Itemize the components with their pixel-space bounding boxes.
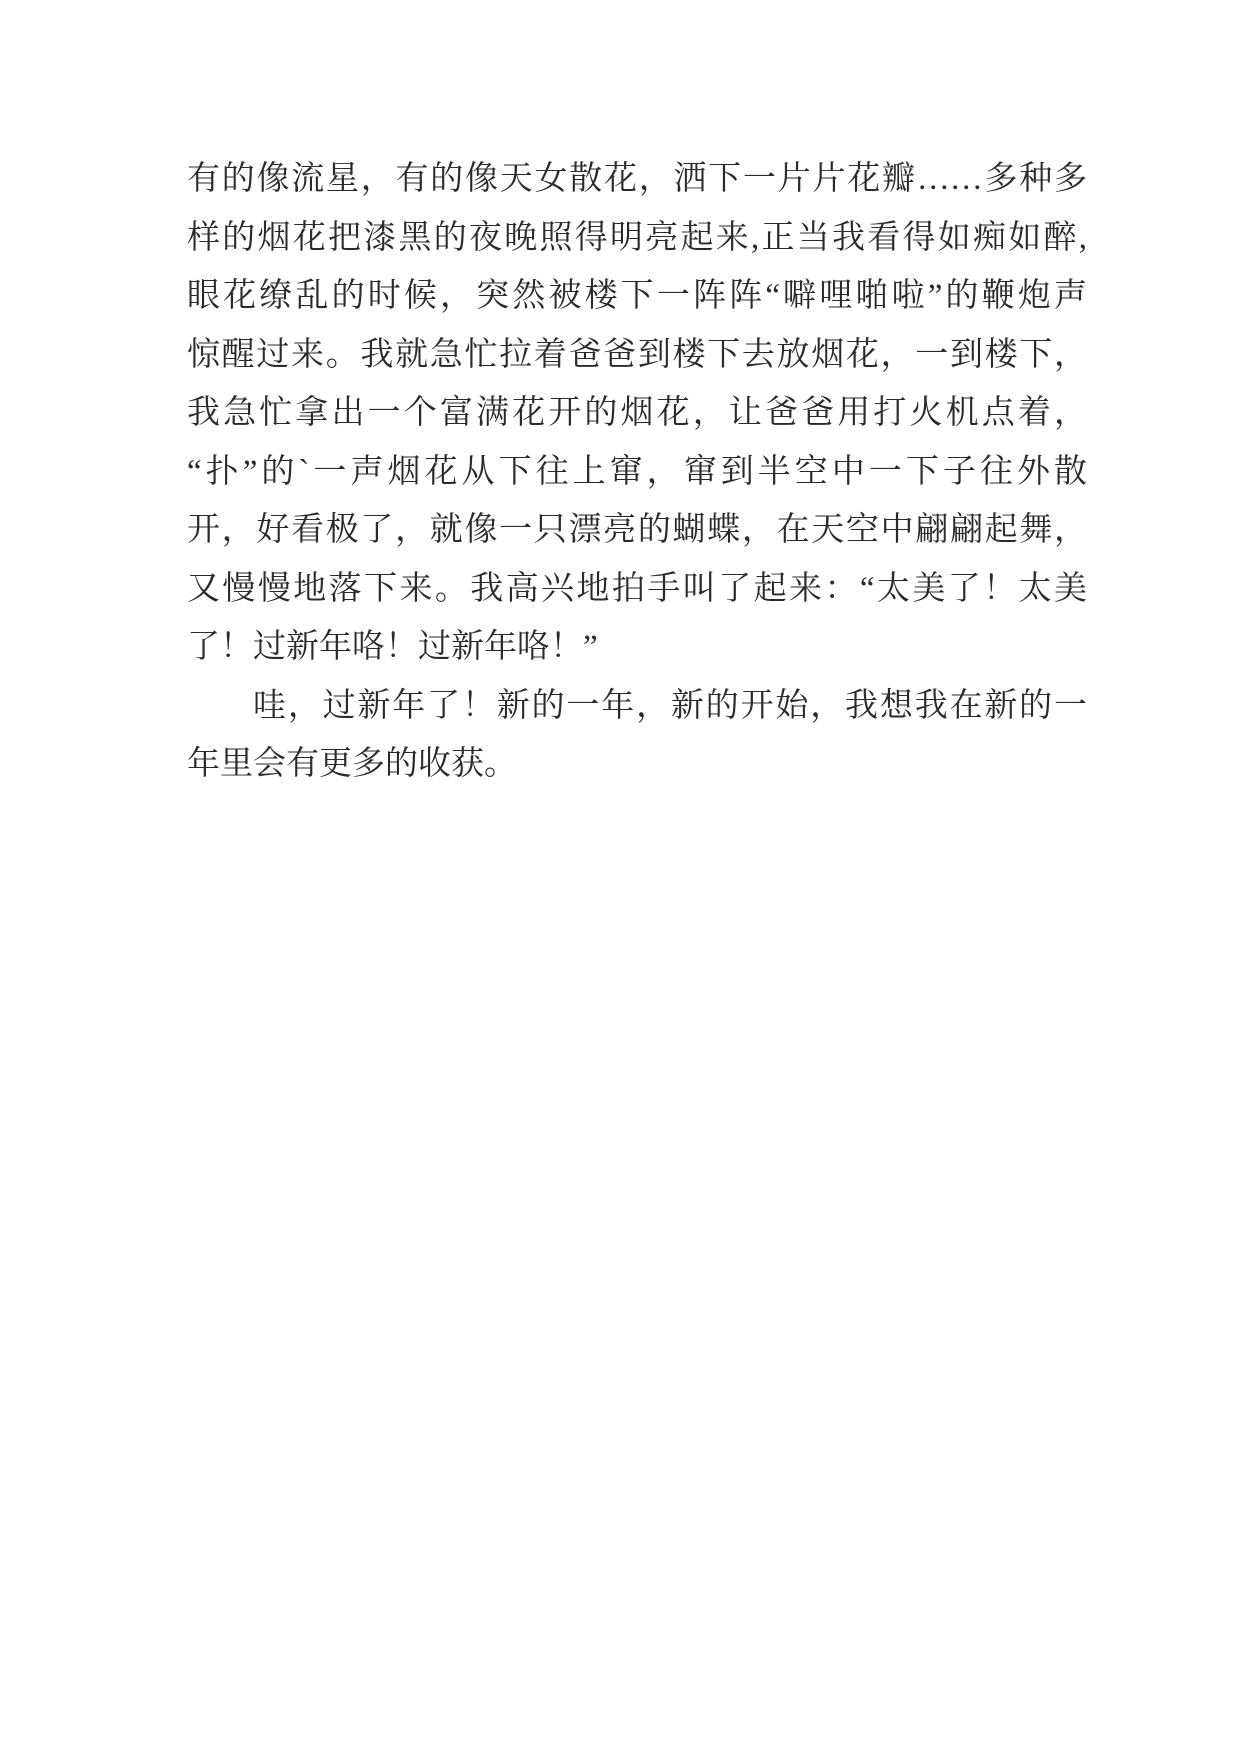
text-line: 开，好看极了，就像一只漂亮的蝴蝶，在天空中翩翩起舞， xyxy=(187,512,1087,548)
paragraph-2 xyxy=(187,677,1087,794)
document-body xyxy=(187,150,1087,794)
text-line: 有的像流星，有的像天女散花，洒下一片片花瓣……多种多 xyxy=(187,161,1087,197)
paragraph-1 xyxy=(187,150,1087,677)
text-line: “扑”的`一声烟花从下往上窜，窜到半空中一下子往外散 xyxy=(187,453,1087,490)
text-line: 年里会有更多的收获。 xyxy=(187,746,517,782)
text-line: 我急忙拿出一个富满花开的烟花，让爸爸用打火机点着， xyxy=(187,395,1087,431)
text-line: 了！过新年咯！过新年咯！” xyxy=(187,629,598,665)
text-line: 惊醒过来。我就急忙拉着爸爸到楼下去放烟花，一到楼下， xyxy=(187,336,1087,373)
text-line: 哇，过新年了！新的一年，新的开始，我想我在新的一 xyxy=(253,687,1087,724)
text-line: 又慢慢地落下来。我高兴地拍手叫了起来：“太美了！太美 xyxy=(187,570,1087,607)
text-line: 眼花缭乱的时候，突然被楼下一阵阵“噼哩啪啦”的鞭炮声 xyxy=(187,278,1087,314)
text-line: 样的烟花把漆黑的夜晚照得明亮起来,正当我看得如痴如醉, xyxy=(187,219,1087,256)
